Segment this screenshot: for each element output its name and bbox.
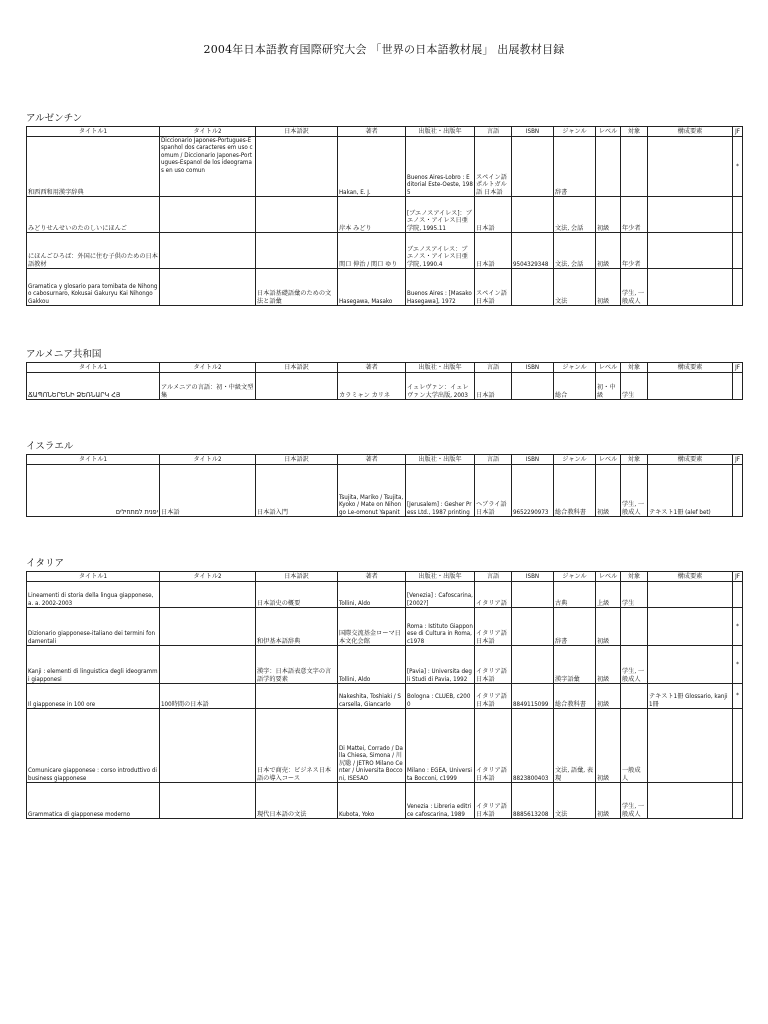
cell-author: Kubota, Yoko (338, 783, 406, 819)
cell-target: 一般成人 (621, 709, 648, 783)
cell-target: 学生 (621, 582, 648, 608)
cell-publisher: Roma : Istituto Giapponese di Cultura in Roma, c1978 (406, 608, 475, 646)
column-header: 出版社・出版年 (406, 363, 475, 373)
column-header: タイトル1 (27, 572, 160, 582)
column-header: ISBN (512, 572, 554, 582)
cell-publisher: [Jerusalem] : Gesher Press Ltd., 1987 printing (406, 465, 475, 517)
cell-language: 日本語 (475, 373, 512, 400)
cell-translation: 現代日本語の文法 (256, 783, 338, 819)
materials-table (26, 454, 743, 517)
column-header: 対象 (621, 363, 648, 373)
cell-jf (733, 233, 743, 269)
cell-genre: 文法 (554, 269, 596, 306)
cell-level (596, 137, 621, 197)
cell-title1: Il giapponese in 100 ore (27, 684, 160, 709)
cell-jf (733, 465, 743, 517)
cell-language: イタリア語 (475, 582, 512, 608)
cell-components (648, 709, 733, 783)
column-header: ジャンル (554, 455, 596, 465)
cell-genre: 総合教科書 (554, 465, 596, 517)
table-header-row (27, 127, 743, 137)
cell-target (621, 137, 648, 197)
cell-target: 学生, 一般成人 (621, 783, 648, 819)
cell-jf (733, 373, 743, 400)
cell-components (648, 137, 733, 197)
cell-components (648, 233, 733, 269)
page-title: 2004年日本語教育国際研究大会 「世界の日本語教材展」 出展教材目録 (203, 43, 565, 56)
column-header: レベル (596, 127, 621, 137)
cell-publisher: Buenos Aires-Lobro : Editorial Este-Oeste, 1985 (406, 137, 475, 197)
cell-translation: 和伊基本語辞典 (256, 608, 338, 646)
column-header: 著者 (338, 572, 406, 582)
cell-title2: Diccionario Japones-Portugues-Espanhol dos caracteres em uso comum / Diccionario Japones-Portugues-Espanol de los ideogramas en uso comun (160, 137, 256, 197)
column-header: 日本語訳 (256, 455, 338, 465)
cell-level: 初級 (596, 233, 621, 269)
cell-publisher: Venezia : Libreria editrice cafoscarina, 1989 (406, 783, 475, 819)
column-header: 言語 (475, 127, 512, 137)
cell-jf (733, 783, 743, 819)
cell-title2: アルメニアの言語：初・中級文型集 (160, 373, 256, 400)
column-header: タイトル1 (27, 455, 160, 465)
cell-title2: 100時間の日本語 (160, 684, 256, 709)
cell-translation (256, 373, 338, 400)
column-header: 日本語訳 (256, 363, 338, 373)
cell-title1: にほんごひろば：外国に住む子供のための日本語教材 (27, 233, 160, 269)
table-row (27, 373, 743, 400)
column-header: 言語 (475, 572, 512, 582)
cell-genre: 文法, 語彙, 表現 (554, 709, 596, 783)
column-header: タイトル2 (160, 572, 256, 582)
cell-translation (256, 197, 338, 233)
cell-jf: * (733, 608, 743, 646)
column-header: タイトル2 (160, 455, 256, 465)
cell-level: 初級 (596, 684, 621, 709)
cell-target: 学生, 一般成人 (621, 465, 648, 517)
cell-author: Hakan, E. J. (338, 137, 406, 197)
materials-table (26, 362, 743, 400)
cell-author: Hasegawa, Masako (338, 269, 406, 306)
table-header-row (27, 455, 743, 465)
cell-title2 (160, 233, 256, 269)
cell-language: 日本語 (475, 233, 512, 269)
cell-components: テキスト1冊 (alef bet) (648, 465, 733, 517)
column-header: 対象 (621, 455, 648, 465)
cell-title1: ՃԱՊՈՆԵՐԵՆԻ ՁԵՌՆԱՐԿ ՀՅ (27, 373, 160, 400)
cell-author: Tsujita, Mariko / Tsujita, Kyoko / Mate on Nihongo Le-omonut Yapanit (338, 465, 406, 517)
column-header: レベル (596, 363, 621, 373)
cell-isbn: 9652290973 (512, 465, 554, 517)
column-header: 対象 (621, 127, 648, 137)
cell-title1: Grammatica di giapponese moderno (27, 783, 160, 819)
table-row (27, 646, 743, 684)
column-header: ジャンル (554, 572, 596, 582)
section-armenia (26, 349, 742, 400)
cell-target: 学生, 一般成人 (621, 646, 648, 684)
cell-level: 初級 (596, 269, 621, 306)
cell-language: イタリア語 日本語 (475, 783, 512, 819)
cell-target: 学生 (621, 373, 648, 400)
cell-components (648, 582, 733, 608)
column-header: タイトル2 (160, 127, 256, 137)
cell-components: テキスト1冊 Glossario, kanji 1冊 (648, 684, 733, 709)
cell-author: 岸本 みどり (338, 197, 406, 233)
cell-title1: みどりせんせいのたのしいにほんご (27, 197, 160, 233)
table-header-row (27, 363, 743, 373)
cell-target (621, 608, 648, 646)
cell-translation (256, 233, 338, 269)
section-argentina (26, 113, 742, 306)
cell-translation (256, 684, 338, 709)
cell-level: 初級 (596, 646, 621, 684)
cell-title1: Lineamenti di storia della lingua giapponese, a. a. 2002-2003 (27, 582, 160, 608)
cell-language: スペイン語 ポルトガル語 日本語 (475, 137, 512, 197)
column-header: ISBN (512, 455, 554, 465)
cell-genre: 辞書 (554, 608, 596, 646)
cell-components (648, 646, 733, 684)
cell-isbn: 8885613208 (512, 783, 554, 819)
cell-components (648, 608, 733, 646)
table-row (27, 783, 743, 819)
cell-publisher: ブエノスアイレス：ブエノス・アイレス日亜学院, 1990.4 (406, 233, 475, 269)
cell-level: 上級 (596, 582, 621, 608)
cell-level: 初級 (596, 783, 621, 819)
cell-isbn: 9504329348 (512, 233, 554, 269)
cell-target (621, 684, 648, 709)
cell-title1: 和西西和用漢字辞典 (27, 137, 160, 197)
cell-publisher: イェレヴァン：イェレヴァン大学出版, 2003 (406, 373, 475, 400)
cell-isbn (512, 197, 554, 233)
cell-title1: Kanji : elementi di linguistica degli ideogrammi giapponesi (27, 646, 160, 684)
cell-publisher: [Venezia] : Cafoscarina, [2002?] (406, 582, 475, 608)
cell-publisher: Milano : EGEA, Universita Bocconi, c1999 (406, 709, 475, 783)
column-header: ジャンル (554, 127, 596, 137)
cell-title1: יפנית למתחילים (27, 465, 160, 517)
cell-components (648, 269, 733, 306)
table-row (27, 465, 743, 517)
column-header: 著者 (338, 363, 406, 373)
cell-title2 (160, 197, 256, 233)
table-row (27, 137, 743, 197)
cell-title1: Gramatica y glosario para tomibata de Nihongo cabosurnaro, Kokusai Gakuryu Kai Nihongo Gakkou (27, 269, 160, 306)
cell-title2 (160, 269, 256, 306)
table-row (27, 197, 743, 233)
cell-jf (733, 582, 743, 608)
column-header: JF (733, 127, 743, 137)
column-header: タイトル2 (160, 363, 256, 373)
cell-title1: Dizionario giapponese-italiano dei termini fondamentali (27, 608, 160, 646)
cell-language: スペイン語 日本語 (475, 269, 512, 306)
cell-author: 国際交流基金ローマ日本文化会館 (338, 608, 406, 646)
cell-publisher: [Pavia] : Universita degli Studi di Pavia, 1992 (406, 646, 475, 684)
cell-title2 (160, 783, 256, 819)
cell-level: 初・中級 (596, 373, 621, 400)
cell-translation: 漢字：日本語表意文字の言語学的要素 (256, 646, 338, 684)
cell-jf (733, 269, 743, 306)
cell-genre: 文法, 会話 (554, 233, 596, 269)
materials-table (26, 571, 743, 819)
column-header: 構成要素 (648, 455, 733, 465)
cell-target: 学生, 一般成人 (621, 269, 648, 306)
cell-translation: 日本語基礎語彙のための文法と語彙 (256, 269, 338, 306)
section-title: アルゼンチン (26, 113, 83, 124)
table-row (27, 582, 743, 608)
cell-author: 関口 伸治 / 関口 ゆり (338, 233, 406, 269)
cell-isbn (512, 137, 554, 197)
cell-genre: 漢字語彙 (554, 646, 596, 684)
cell-language: イタリア語 日本語 (475, 646, 512, 684)
cell-genre: 文法 (554, 783, 596, 819)
cell-components (648, 783, 733, 819)
cell-target: 年少者 (621, 233, 648, 269)
cell-translation: 日本語入門 (256, 465, 338, 517)
cell-language: イタリア語 日本語 (475, 709, 512, 783)
table-row (27, 233, 743, 269)
column-header: 日本語訳 (256, 127, 338, 137)
section-title: イタリア (26, 558, 65, 569)
section-title: イスラエル (26, 441, 74, 452)
column-header: 言語 (475, 363, 512, 373)
cell-components (648, 373, 733, 400)
table-row (27, 684, 743, 709)
cell-isbn (512, 646, 554, 684)
cell-author: Di Mattei, Corrado / Dalla Chiesa, Simona / 川尻聡 / JETRO Milano Center / Universita Bocconi, ISESAO (338, 709, 406, 783)
column-header: ISBN (512, 363, 554, 373)
cell-translation: 日本で商売：ビジネス日本語の導入コース (256, 709, 338, 783)
cell-level: 初級 (596, 608, 621, 646)
cell-author: Nakeshita, Toshiaki / Scarsella, Giancarlo (338, 684, 406, 709)
cell-jf (733, 197, 743, 233)
table-row (27, 608, 743, 646)
cell-author: カラミャン カリネ (338, 373, 406, 400)
cell-genre: 総合教科書 (554, 684, 596, 709)
column-header: JF (733, 572, 743, 582)
cell-jf: * (733, 684, 743, 709)
cell-jf: * (733, 646, 743, 684)
cell-jf: * (733, 137, 743, 197)
cell-components (648, 197, 733, 233)
cell-author: Tollini, Aldo (338, 582, 406, 608)
column-header: 出版社・出版年 (406, 572, 475, 582)
column-header: レベル (596, 572, 621, 582)
cell-title2 (160, 608, 256, 646)
column-header: 出版社・出版年 (406, 455, 475, 465)
cell-title2 (160, 646, 256, 684)
cell-language: 日本語 (475, 197, 512, 233)
column-header: タイトル1 (27, 363, 160, 373)
cell-genre: 文法, 会話 (554, 197, 596, 233)
column-header: 著者 (338, 455, 406, 465)
cell-isbn (512, 582, 554, 608)
cell-genre: 古典 (554, 582, 596, 608)
cell-isbn (512, 373, 554, 400)
cell-target: 年少者 (621, 197, 648, 233)
cell-genre: 総合 (554, 373, 596, 400)
column-header: タイトル1 (27, 127, 160, 137)
column-header: JF (733, 363, 743, 373)
cell-isbn (512, 608, 554, 646)
column-header: 著者 (338, 127, 406, 137)
column-header: レベル (596, 455, 621, 465)
column-header: 対象 (621, 572, 648, 582)
cell-isbn: 8823800403 (512, 709, 554, 783)
cell-level: 初級 (596, 465, 621, 517)
table-row (27, 269, 743, 306)
cell-isbn (512, 269, 554, 306)
column-header: 日本語訳 (256, 572, 338, 582)
cell-language: ヘブライ語 日本語 (475, 465, 512, 517)
cell-language: イタリア語 日本語 (475, 684, 512, 709)
cell-title1: Comunicare giapponese : corso introduttivo di business giapponese (27, 709, 160, 783)
column-header: 構成要素 (648, 127, 733, 137)
cell-title2 (160, 582, 256, 608)
cell-publisher: [ブエノスアイレス]：ブエノス・アイレス日亜学院, 1995.11 (406, 197, 475, 233)
column-header: 構成要素 (648, 572, 733, 582)
cell-genre: 辞書 (554, 137, 596, 197)
cell-translation: 日本語史の概要 (256, 582, 338, 608)
column-header: 出版社・出版年 (406, 127, 475, 137)
table-row (27, 709, 743, 783)
column-header: 言語 (475, 455, 512, 465)
section-title: アルメニア共和国 (26, 349, 102, 360)
cell-jf (733, 709, 743, 783)
cell-publisher: Bologna : CLUEB, c2000 (406, 684, 475, 709)
cell-title2 (160, 709, 256, 783)
cell-publisher: Buenos Aires : [Masako Hasegawa], 1972 (406, 269, 475, 306)
cell-title2: 日本語 (160, 465, 256, 517)
cell-level: 初級 (596, 197, 621, 233)
table-header-row (27, 572, 743, 582)
materials-table (26, 126, 743, 306)
column-header: ジャンル (554, 363, 596, 373)
cell-author: Tollini, Aldo (338, 646, 406, 684)
cell-language: イタリア語 日本語 (475, 608, 512, 646)
column-header: JF (733, 455, 743, 465)
cell-translation (256, 137, 338, 197)
cell-isbn: 8849115099 (512, 684, 554, 709)
section-italy (26, 558, 742, 819)
cell-level: 初級 (596, 709, 621, 783)
column-header: ISBN (512, 127, 554, 137)
section-israel (26, 441, 742, 517)
column-header: 構成要素 (648, 363, 733, 373)
